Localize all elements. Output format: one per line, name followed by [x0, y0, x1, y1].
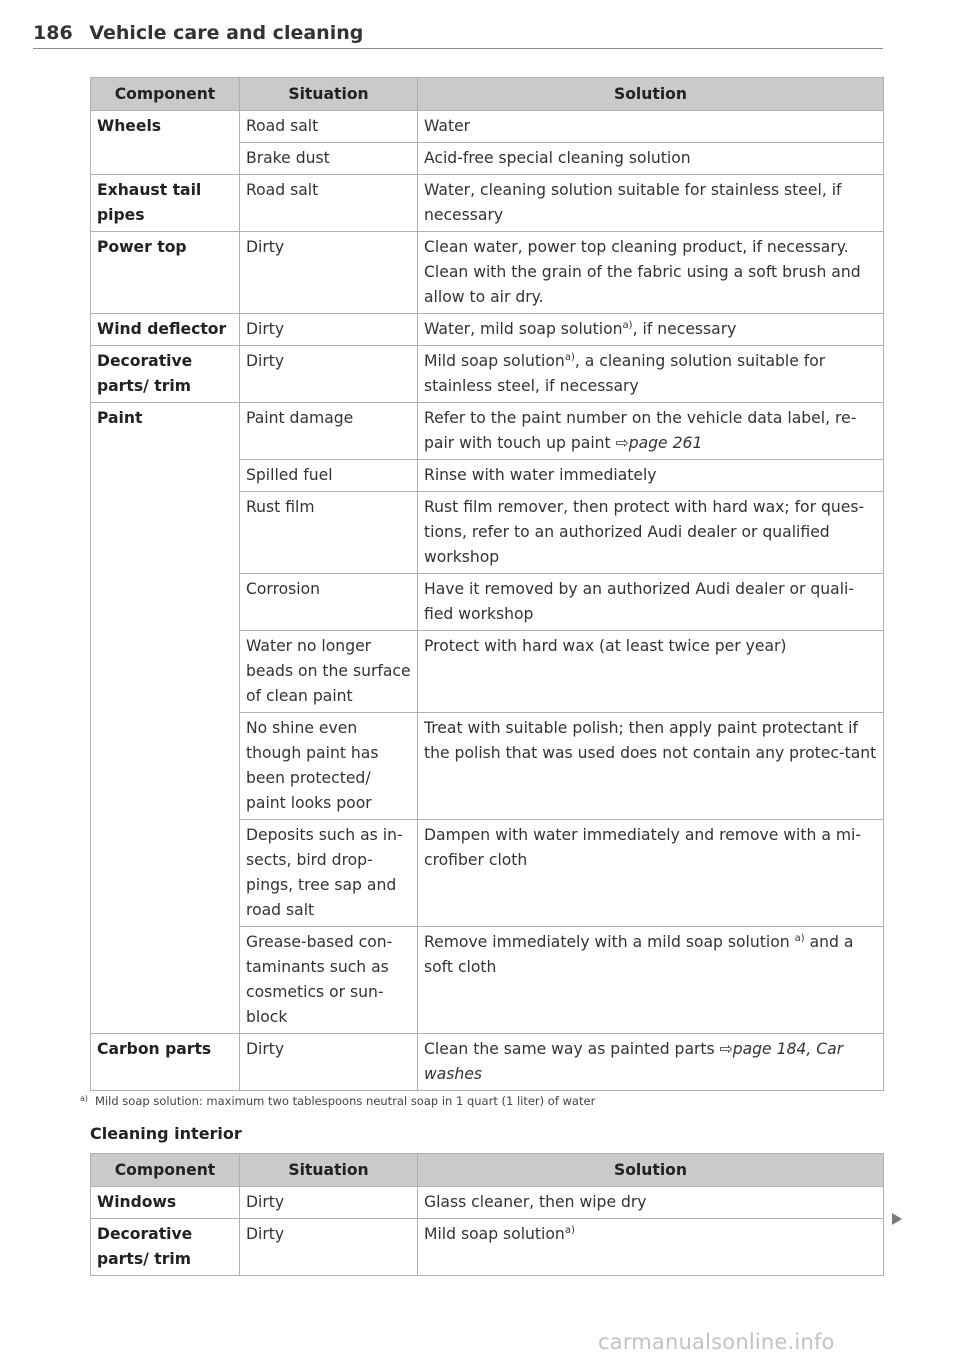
situation-cell: Dirty [240, 1034, 418, 1091]
situation-cell: Brake dust [240, 143, 418, 175]
table-row [91, 1219, 884, 1276]
column-header-solution: Solution [418, 1154, 884, 1187]
page-header [33, 22, 883, 49]
solution-cell: Treat with suitable polish; then apply paint protectant if the polish that was used does not contain any protec-tant [418, 713, 884, 820]
component-cell: Paint [91, 403, 240, 1034]
section-title: Vehicle care and cleaning [89, 22, 364, 44]
table-row [91, 314, 884, 346]
section-heading: Cleaning interior [90, 1124, 242, 1143]
page-number: 186 [33, 22, 73, 44]
situation-cell: Dirty [240, 346, 418, 403]
situation-cell: No shine even though paint has been protected/ paint looks poor [240, 713, 418, 820]
solution-cell: Water, mild soap solution$^{a)}$, if necessary [418, 314, 884, 346]
column-header-component: Component [91, 1154, 240, 1187]
component-cell: Exhaust tail pipes [91, 175, 240, 232]
footnote [80, 1094, 595, 1108]
situation-cell: Road salt [240, 175, 418, 232]
solution-cell: Dampen with water immediately and remove with a mi-crofiber cloth [418, 820, 884, 927]
table-header-row [91, 78, 884, 111]
interior-cleaning-table [90, 1153, 884, 1276]
component-cell: Wind deflector [91, 314, 240, 346]
situation-cell: Grease-based con-taminants such as cosmetics or sun-block [240, 927, 418, 1034]
solution-cell: Remove immediately with a mild soap solution $^{a)}$ and a soft cloth [418, 927, 884, 1034]
situation-cell: Road salt [240, 111, 418, 143]
footnote-marker: a) [794, 933, 805, 944]
component-cell: Decorative parts/ trim [91, 346, 240, 403]
column-header-situation: Situation [240, 1154, 418, 1187]
table-row [91, 1187, 884, 1219]
situation-cell: Dirty [240, 232, 418, 314]
page-reference-link[interactable]: page 261 [628, 434, 703, 452]
page-reference-arrow-icon: ⇨ [615, 434, 629, 452]
solution-cell: Protect with hard wax (at least twice per year) [418, 631, 884, 713]
solution-cell: Rinse with water immediately [418, 460, 884, 492]
component-cell: Carbon parts [91, 1034, 240, 1091]
component-cell: Decorative parts/ trim [91, 1219, 240, 1276]
table-header-row [91, 1154, 884, 1187]
column-header-solution: Solution [418, 78, 884, 111]
solution-cell: Water, cleaning solution suitable for stainless steel, if necessary [418, 175, 884, 232]
situation-cell: Deposits such as in-sects, bird drop-pings, tree sap and road salt [240, 820, 418, 927]
footnote-marker: a) [622, 320, 633, 331]
solution-cell: Clean the same way as painted parts ⇨page 184, Car washes [418, 1034, 884, 1091]
situation-cell: Corrosion [240, 574, 418, 631]
column-header-component: Component [91, 78, 240, 111]
situation-cell: Spilled fuel [240, 460, 418, 492]
solution-cell: Water [418, 111, 884, 143]
table-row [91, 403, 884, 460]
situation-cell: Rust film [240, 492, 418, 574]
solution-cell: Have it removed by an authorized Audi dealer or quali-fied workshop [418, 574, 884, 631]
situation-cell: Dirty [240, 1219, 418, 1276]
situation-cell: Water no longer beads on the surface of clean paint [240, 631, 418, 713]
exterior-cleaning-table [90, 77, 884, 1091]
solution-cell: Rust film remover, then protect with hard wax; for ques-tions, refer to an authorized Audi dealer or qualified workshop [418, 492, 884, 574]
solution-cell: Refer to the paint number on the vehicle data label, re-pair with touch up paint ⇨page 261 [418, 403, 884, 460]
watermark: carmanualsonline.info [598, 1330, 835, 1354]
page-reference-arrow-icon: ⇨ [719, 1040, 733, 1058]
table-row [91, 1034, 884, 1091]
solution-cell: Clean water, power top cleaning product, if necessary. Clean with the grain of the fabric using a soft brush and allow to air dry. [418, 232, 884, 314]
situation-cell: Paint damage [240, 403, 418, 460]
solution-cell: Glass cleaner, then wipe dry [418, 1187, 884, 1219]
component-cell: Windows [91, 1187, 240, 1219]
page-reference-link[interactable]: page 184, Car washes [424, 1040, 844, 1083]
component-cell: Power top [91, 232, 240, 314]
component-cell: Wheels [91, 111, 240, 175]
situation-cell: Dirty [240, 314, 418, 346]
table-row [91, 111, 884, 143]
footnote-text: Mild soap solution: maximum two tablespoons neutral soap in 1 quart (1 liter) of water [95, 1094, 596, 1108]
situation-cell: Dirty [240, 1187, 418, 1219]
play-triangle-icon [892, 1213, 902, 1225]
table-row [91, 175, 884, 232]
footnote-marker: a) [564, 352, 575, 363]
footnote-marker: a) [80, 1094, 89, 1103]
solution-cell: Mild soap solution$^{a)}$ [418, 1219, 884, 1276]
solution-cell: Acid-free special cleaning solution [418, 143, 884, 175]
table-row [91, 346, 884, 403]
solution-cell: Mild soap solution$^{a)}$, a cleaning solution suitable for stainless steel, if necessary [418, 346, 884, 403]
table-row [91, 232, 884, 314]
footnote-marker: a) [564, 1225, 575, 1236]
column-header-situation: Situation [240, 78, 418, 111]
